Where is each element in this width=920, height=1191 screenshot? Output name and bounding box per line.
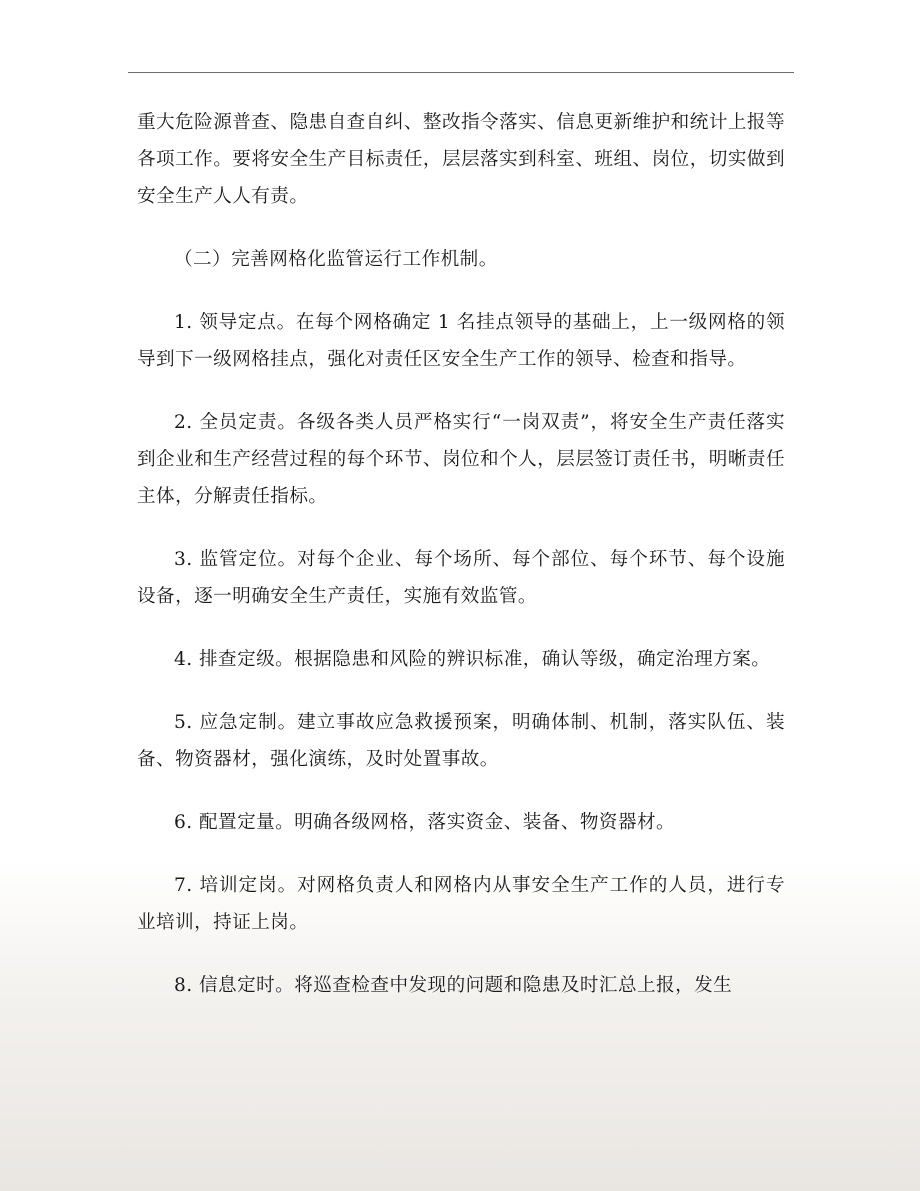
list-item-1: 1. 领导定点。在每个网格确定 1 名挂点领导的基础上，上一级网格的领导到下一级网格挂点，强化对责任区安全生产工作的领导、检查和指导。 [137,312,785,370]
list-item-3: 3. 监管定位。对每个企业、每个场所、每个部位、每个环节、每个设施设备，逐一明确安全生产责任，实施有效监管。 [137,549,785,607]
header-rule [128,72,794,73]
list-item-2: 2. 全员定责。各级各类人员严格实行“一岗双责”，将安全生产责任落实到企业和生产经营过程的每个环节、岗位和个人，层层签订责任书，明晰责任主体，分解责任指标。 [137,412,785,507]
document-body [137,104,785,1030]
list-item-6: 6. 配置定量。明确各级网格，落实资金、装备、物资器材。 [174,812,676,833]
list-item-8: 8. 信息定时。将巡查检查中发现的问题和隐患及时汇总上报，发生 [174,975,733,996]
list-item-5: 5. 应急定制。建立事故应急救援预案，明确体制、机制，落实队伍、装备、物资器材，强化演练，及时处置事故。 [137,712,785,770]
paragraph-continuation: 重大危险源普查、隐患自查自纠、整改指令落实、信息更新维护和统计上报等各项工作。要将安全生产目标责任，层层落实到科室、班组、岗位，切实做到安全生产人人有责。 [137,112,785,207]
list-item-7: 7. 培训定岗。对网格负责人和网格内从事安全生产工作的人员，进行专业培训，持证上岗。 [137,875,785,933]
section-heading: （二）完善网格化监管运行工作机制。 [174,249,498,270]
list-item-4: 4. 排查定级。根据隐患和风险的辨识标准，确认等级，确定治理方案。 [174,649,771,670]
